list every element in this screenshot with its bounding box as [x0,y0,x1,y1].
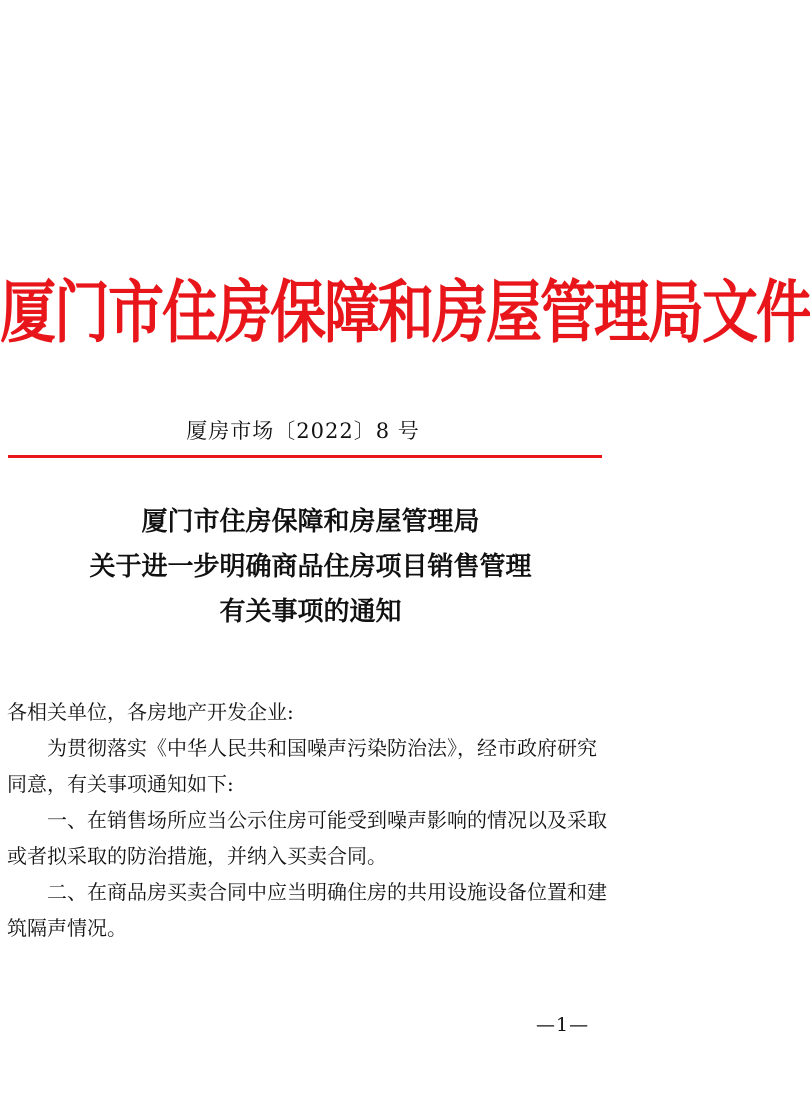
notice-title-line-2: 关于进一步明确商品住房项目销售管理 [89,552,532,582]
page-number: —1— [536,1014,590,1036]
red-divider-line [8,455,602,458]
salutation: 各相关单位，各房地产开发企业: [7,700,294,724]
notice-title [0,500,621,635]
notice-title-line-3: 有关事项的通知 [219,597,402,627]
document-number: 厦房市场〔2022〕8 号 [186,419,420,443]
body-paragraph-item-1: 一、在销售场所应当公示住房可能受到噪声影响的情况以及采取或者拟采取的防治措施，并纳入买卖合同。 [7,808,607,868]
body-paragraph-intro: 为贯彻落实《中华人民共和国噪声污染防治法》，经市政府研究同意，有关事项通知如下: [7,736,597,796]
body-paragraph-item-2: 二、在商品房买卖合同中应当明确住房的共用设施设备位置和建筑隔声情况。 [7,880,607,940]
document-header-title: 厦门市住房保障和房屋管理局文件 [0,273,810,354]
notice-body [7,694,607,946]
notice-title-line-1: 厦门市住房保障和房屋管理局 [141,507,480,537]
